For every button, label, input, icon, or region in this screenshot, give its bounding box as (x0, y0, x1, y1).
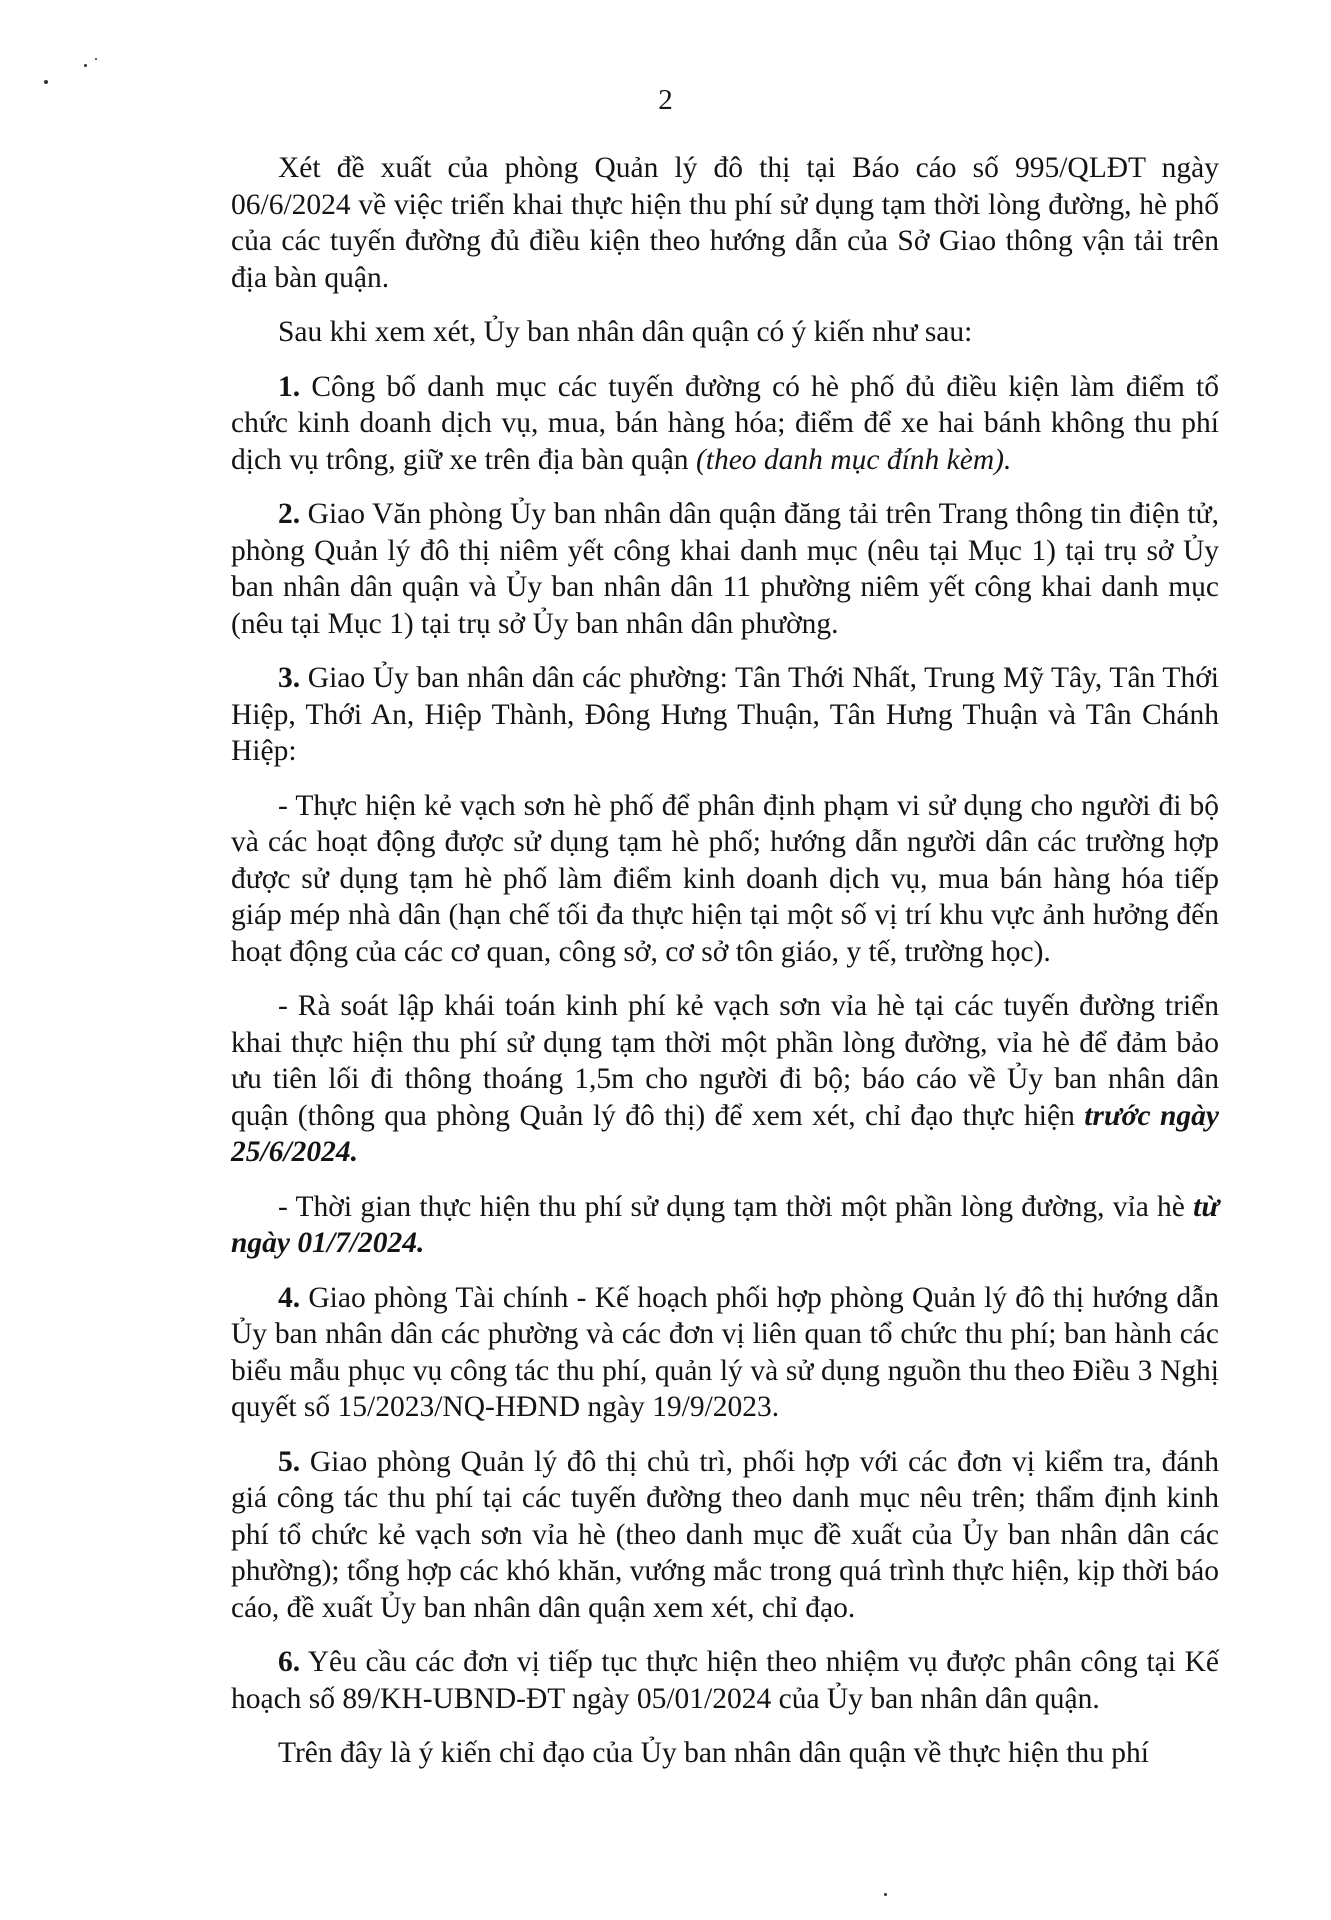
paragraph-consideration: Xét đề xuất của phòng Quản lý đô thị tại Báo cáo số 995/QLĐT ngày 06/6/2024 về việc triển khai thực hiện thu phí sử dụng tạm thời lòng đường, hè phố của các tuyến đường đủ điều kiện theo hướng dẫn của Sở Giao thông vận tải trên địa bàn quận. (231, 152, 1219, 294)
item-5 (231, 1444, 1219, 1627)
document-body (231, 150, 1219, 1790)
item-text: Giao phòng Quản lý đô thị chủ trì, phối hợp với các đơn vị kiểm tra, đánh giá công tác thu phí tại các tuyến đường theo danh mục nêu trên; thẩm định kinh phí tổ chức kẻ vạch sơn vỉa hè (theo danh mục đề xuất của Ủy ban nhân dân các phường); tổng hợp các khó khăn, vướng mắc trong quá trình thực hiện, kịp thời báo cáo, đề xuất Ủy ban nhân dân quận xem xét, chỉ đạo. (231, 1445, 1219, 1624)
item-1 (231, 369, 1219, 479)
item-number: 2. (278, 498, 301, 530)
item-italic-note: (theo danh mục đính kèm). (695, 443, 1012, 476)
item-number: 5. (278, 1445, 301, 1478)
item-3-dash-3 (231, 1189, 1219, 1262)
item-number: 3. (278, 662, 301, 694)
deadline-text: trước ngày 25/6/2024. (231, 1099, 1220, 1168)
item-number: 1. (278, 370, 301, 403)
item-text: Giao Ủy ban nhân dân các phường: Tân Thới Nhất, Trung Mỹ Tây, Tân Thới Hiệp, Thới An, Hiệp Thành, Đông Hưng Thuận, Tân Hưng Thuận và Tân Chánh Hiệp: (231, 662, 1219, 767)
item-3-dash-2 (231, 988, 1219, 1171)
item-3 (231, 660, 1219, 770)
scan-speck (84, 64, 87, 67)
item-2 (231, 496, 1219, 642)
item-text: Giao Văn phòng Ủy ban nhân dân quận đăng tải trên Trang thông tin điện tử, phòng Quản lý đô thị niêm yết công khai danh mục (nêu tại Mục 1) tại trụ sở Ủy ban nhân dân quận và Ủy ban nhân dân 11 phường niêm yết công khai danh mục (nêu tại Mục 1) tại trụ sở Ủy ban nhân dân phường. (231, 498, 1219, 640)
item-text: Yêu cầu các đơn vị tiếp tục thực hiện theo nhiệm vụ được phân công tại Kế hoạch số 89/KH-UBND-ĐT ngày 05/01/2024 của Ủy ban nhân dân quận. (231, 1646, 1219, 1715)
item-text: Giao phòng Tài chính - Kế hoạch phối hợp phòng Quản lý đô thị hướng dẫn Ủy ban nhân dân các phường và các đơn vị liên quan tổ chức thu phí; ban hành các biểu mẫu phục vụ công tác thu phí, quản lý và sử dụng nguồn thu theo Điều 3 Nghị quyết số 15/2023/NQ-HĐND ngày 19/9/2023. (231, 1281, 1219, 1423)
paragraph-opinion-intro: Sau khi xem xét, Ủy ban nhân dân quận có ý kiến như sau: (278, 316, 973, 348)
dash-text: - Rà soát lập khái toán kinh phí kẻ vạch sơn vỉa hè tại các tuyến đường triển khai thực hiện thu phí sử dụng tạm thời một phần lòng đường, vỉa hè để đảm bảo ưu tiên lối đi thông thoáng 1,5m cho người đi bộ; báo cáo về Ủy ban nhân dân quận (thông qua phòng Quản lý đô thị) để xem xét, chỉ đạo thực hiện (231, 990, 1219, 1132)
item-number: 6. (278, 1646, 301, 1678)
paragraph-closing: Trên đây là ý kiến chỉ đạo của Ủy ban nhân dân quận về thực hiện thu phí (278, 1737, 1149, 1769)
start-date-text: từ ngày 01/7/2024. (231, 1190, 1219, 1259)
scan-speck (95, 58, 97, 60)
item-4 (231, 1280, 1219, 1426)
item-text: Công bố danh mục các tuyến đường có hè phố đủ điều kiện làm điểm tổ chức kinh doanh dịch vụ, mua, bán hàng hóa; điểm để xe hai bánh không thu phí dịch vụ trông, giữ xe trên địa bàn quận (231, 370, 1219, 476)
item-6 (231, 1644, 1219, 1717)
scan-speck (884, 1893, 887, 1896)
dash-text: - Thời gian thực hiện thu phí sử dụng tạm thời một phần lòng đường, vỉa hè (278, 1190, 1194, 1223)
page-number: 2 (658, 84, 673, 116)
item-3-dash-1: - Thực hiện kẻ vạch sơn hè phố để phân định phạm vi sử dụng cho người đi bộ và các hoạt động được sử dụng tạm hè phố; hướng dẫn người dân các trường hợp được sử dụng tạm hè phố làm điểm kinh doanh dịch vụ, mua bán hàng hóa tiếp giáp mép nhà dân (hạn chế tối đa thực hiện tại một số vị trí khu vực ảnh hưởng đến hoạt động của các cơ quan, công sở, cơ sở tôn giáo, y tế, trường học). (231, 789, 1219, 968)
item-number: 4. (278, 1281, 301, 1314)
